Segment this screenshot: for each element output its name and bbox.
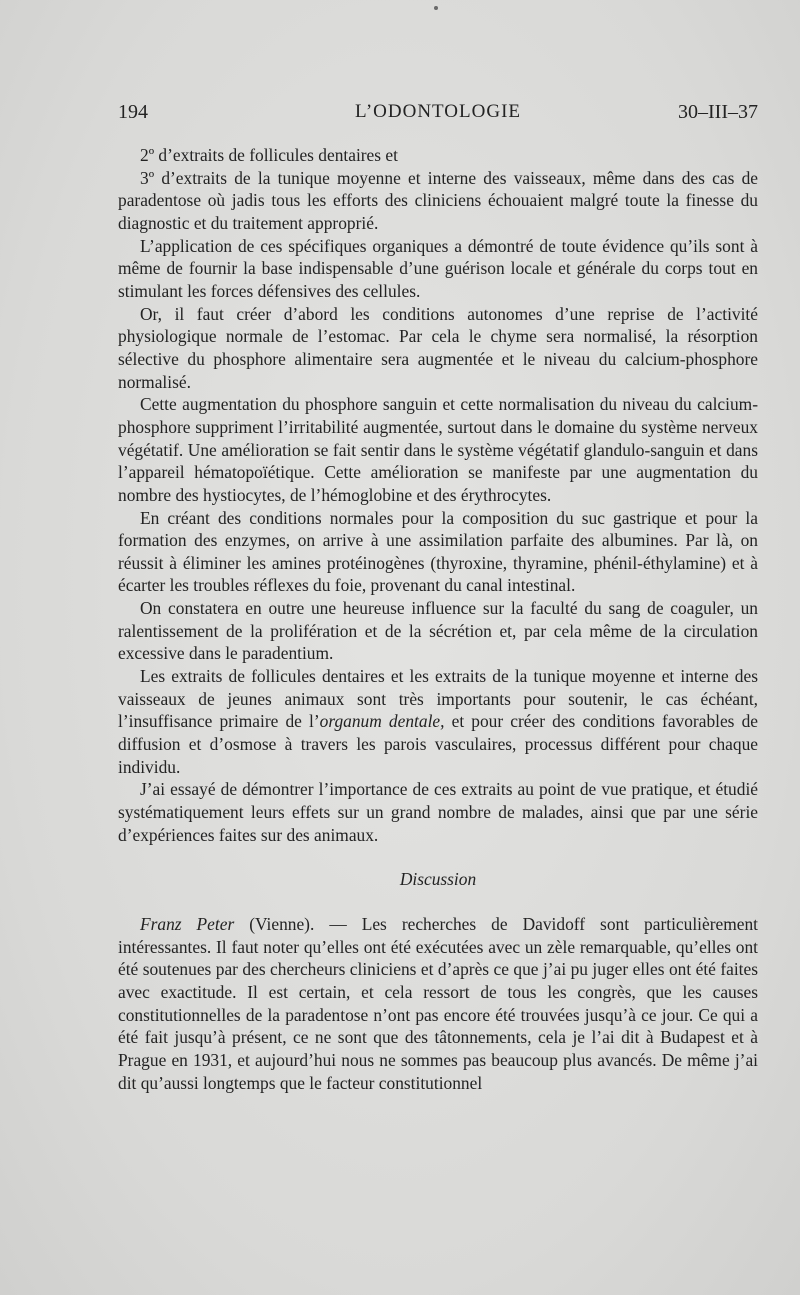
- discussion-heading: Discussion: [399, 869, 477, 890]
- paragraph-franz-peter: [118, 913, 758, 1094]
- paragraph-item-3: 3º d’extraits de la tunique moyenne et interne des vaisseaux, même dans des cas de paradentose où jadis tous les efforts des cliniciens échouaient malgré toute la finesse du diagnostic et du traitement approprié.: [118, 167, 758, 233]
- organum-dentale-term: organum dentale,: [319, 711, 445, 732]
- speaker-name: Franz Peter: [140, 914, 235, 934]
- paragraph-item-2: 2º d’extraits de follicules dentaires et: [140, 145, 398, 165]
- running-title: L’ODONTOLOGIE: [354, 101, 522, 122]
- paragraph-franz-peter-text: (Vienne). — Les recherches de Davidoff sont particulièrement intéressantes. Il faut noter qu’elles ont été exécutées avec un zèle remarquable, qu’elles ont été soutenues par des chercheurs cliniciens et d’après ce que j’ai pu juger elles ont été faites avec exactitude. Il est certain, et cela ressort de tous les congrès, que les causes constitutionnelles de la paradentose n’ont pas encore été trouvées jusqu’à ce jour. Ce qui a été fait jusqu’à présent, ce ne sont que des tâtonnements, cela je l’ai dit à Budapest et à Prague en 1931, et aujourd’hui nous ne sommes pas beaucoup plus avancés. De même j’ai dit qu’aussi longtemps que le facteur constitutionnel: [118, 914, 758, 1093]
- page-body: [118, 144, 758, 1094]
- paragraph-extraits-end: et pour créer des conditions favorables de diffusion et d’osmose à travers les parois vasculaires, processus différent pour chaque individu.: [118, 711, 758, 777]
- print-speck: [434, 6, 438, 10]
- paragraph-extraits: [118, 665, 758, 778]
- issue-date: 30–III–37: [678, 101, 758, 123]
- paragraph-application: L’application de ces spécifiques organiques a démontré de toute évidence qu’ils sont à même de fournir la base indispensable d’une guérison locale et générale du corps tout en stimulant les forces défensives des cellules.: [118, 235, 758, 301]
- paragraph-influence: On constatera en outre une heureuse influence sur la faculté du sang de coaguler, un ralentissement de la prolifération et de la sécrétion et, par cela même de la circulation excessive dans le paradentium.: [118, 598, 758, 664]
- paragraph-estomac: Or, il faut créer d’abord les conditions autonomes d’une reprise de l’activité physiologique normale de l’estomac. Par cela le chyme sera normalisé, la résorption sélective du phosphore alimentaire sera augmentée et le niveau du calcium-phosphore normalisé.: [118, 303, 758, 392]
- paragraph-extraits-start: Les extraits de follicules dentaires et les extraits de la tunique moyenne et interne des vaisseaux de jeunes animaux sont très importants pour soutenir, le cas échéant, l’insuffisance primaire de l’: [118, 666, 758, 732]
- paragraph-conclusion: J’ai essayé de démontrer l’importance de ces extraits au point de vue pratique, et étudié systématiquement leurs effets sur un grand nombre de malades, ainsi que par une série d’expériences faites sur des animaux.: [118, 779, 758, 845]
- page-number: 194: [118, 101, 148, 123]
- paragraph-suc-gastrique: En créant des conditions normales pour la composition du suc gastrique et pour la formation des enzymes, on arrive à une assimilation parfaite des albumines. Par là, on réussit à éliminer les amines protéinogènes (thyroxine, thyramine, phénil-éthylamine) et à écarter les troubles réflexes du foie, provenant du canal intestinal.: [118, 507, 758, 596]
- paragraph-phosphore: Cette augmentation du phosphore sanguin et cette normalisation du niveau du calcium-phosphore suppriment l’irritabilité augmentée, surtout dans le domaine du système nerveux végétatif. Une amélioration se fait sentir dans le système végétatif glandulo-sanguin et dans l’appareil hématopoïétique. Cette amélioration se manifeste par une augmentation du nombre des hystiocytes, de l’hémoglobine et des érythrocytes.: [118, 394, 758, 505]
